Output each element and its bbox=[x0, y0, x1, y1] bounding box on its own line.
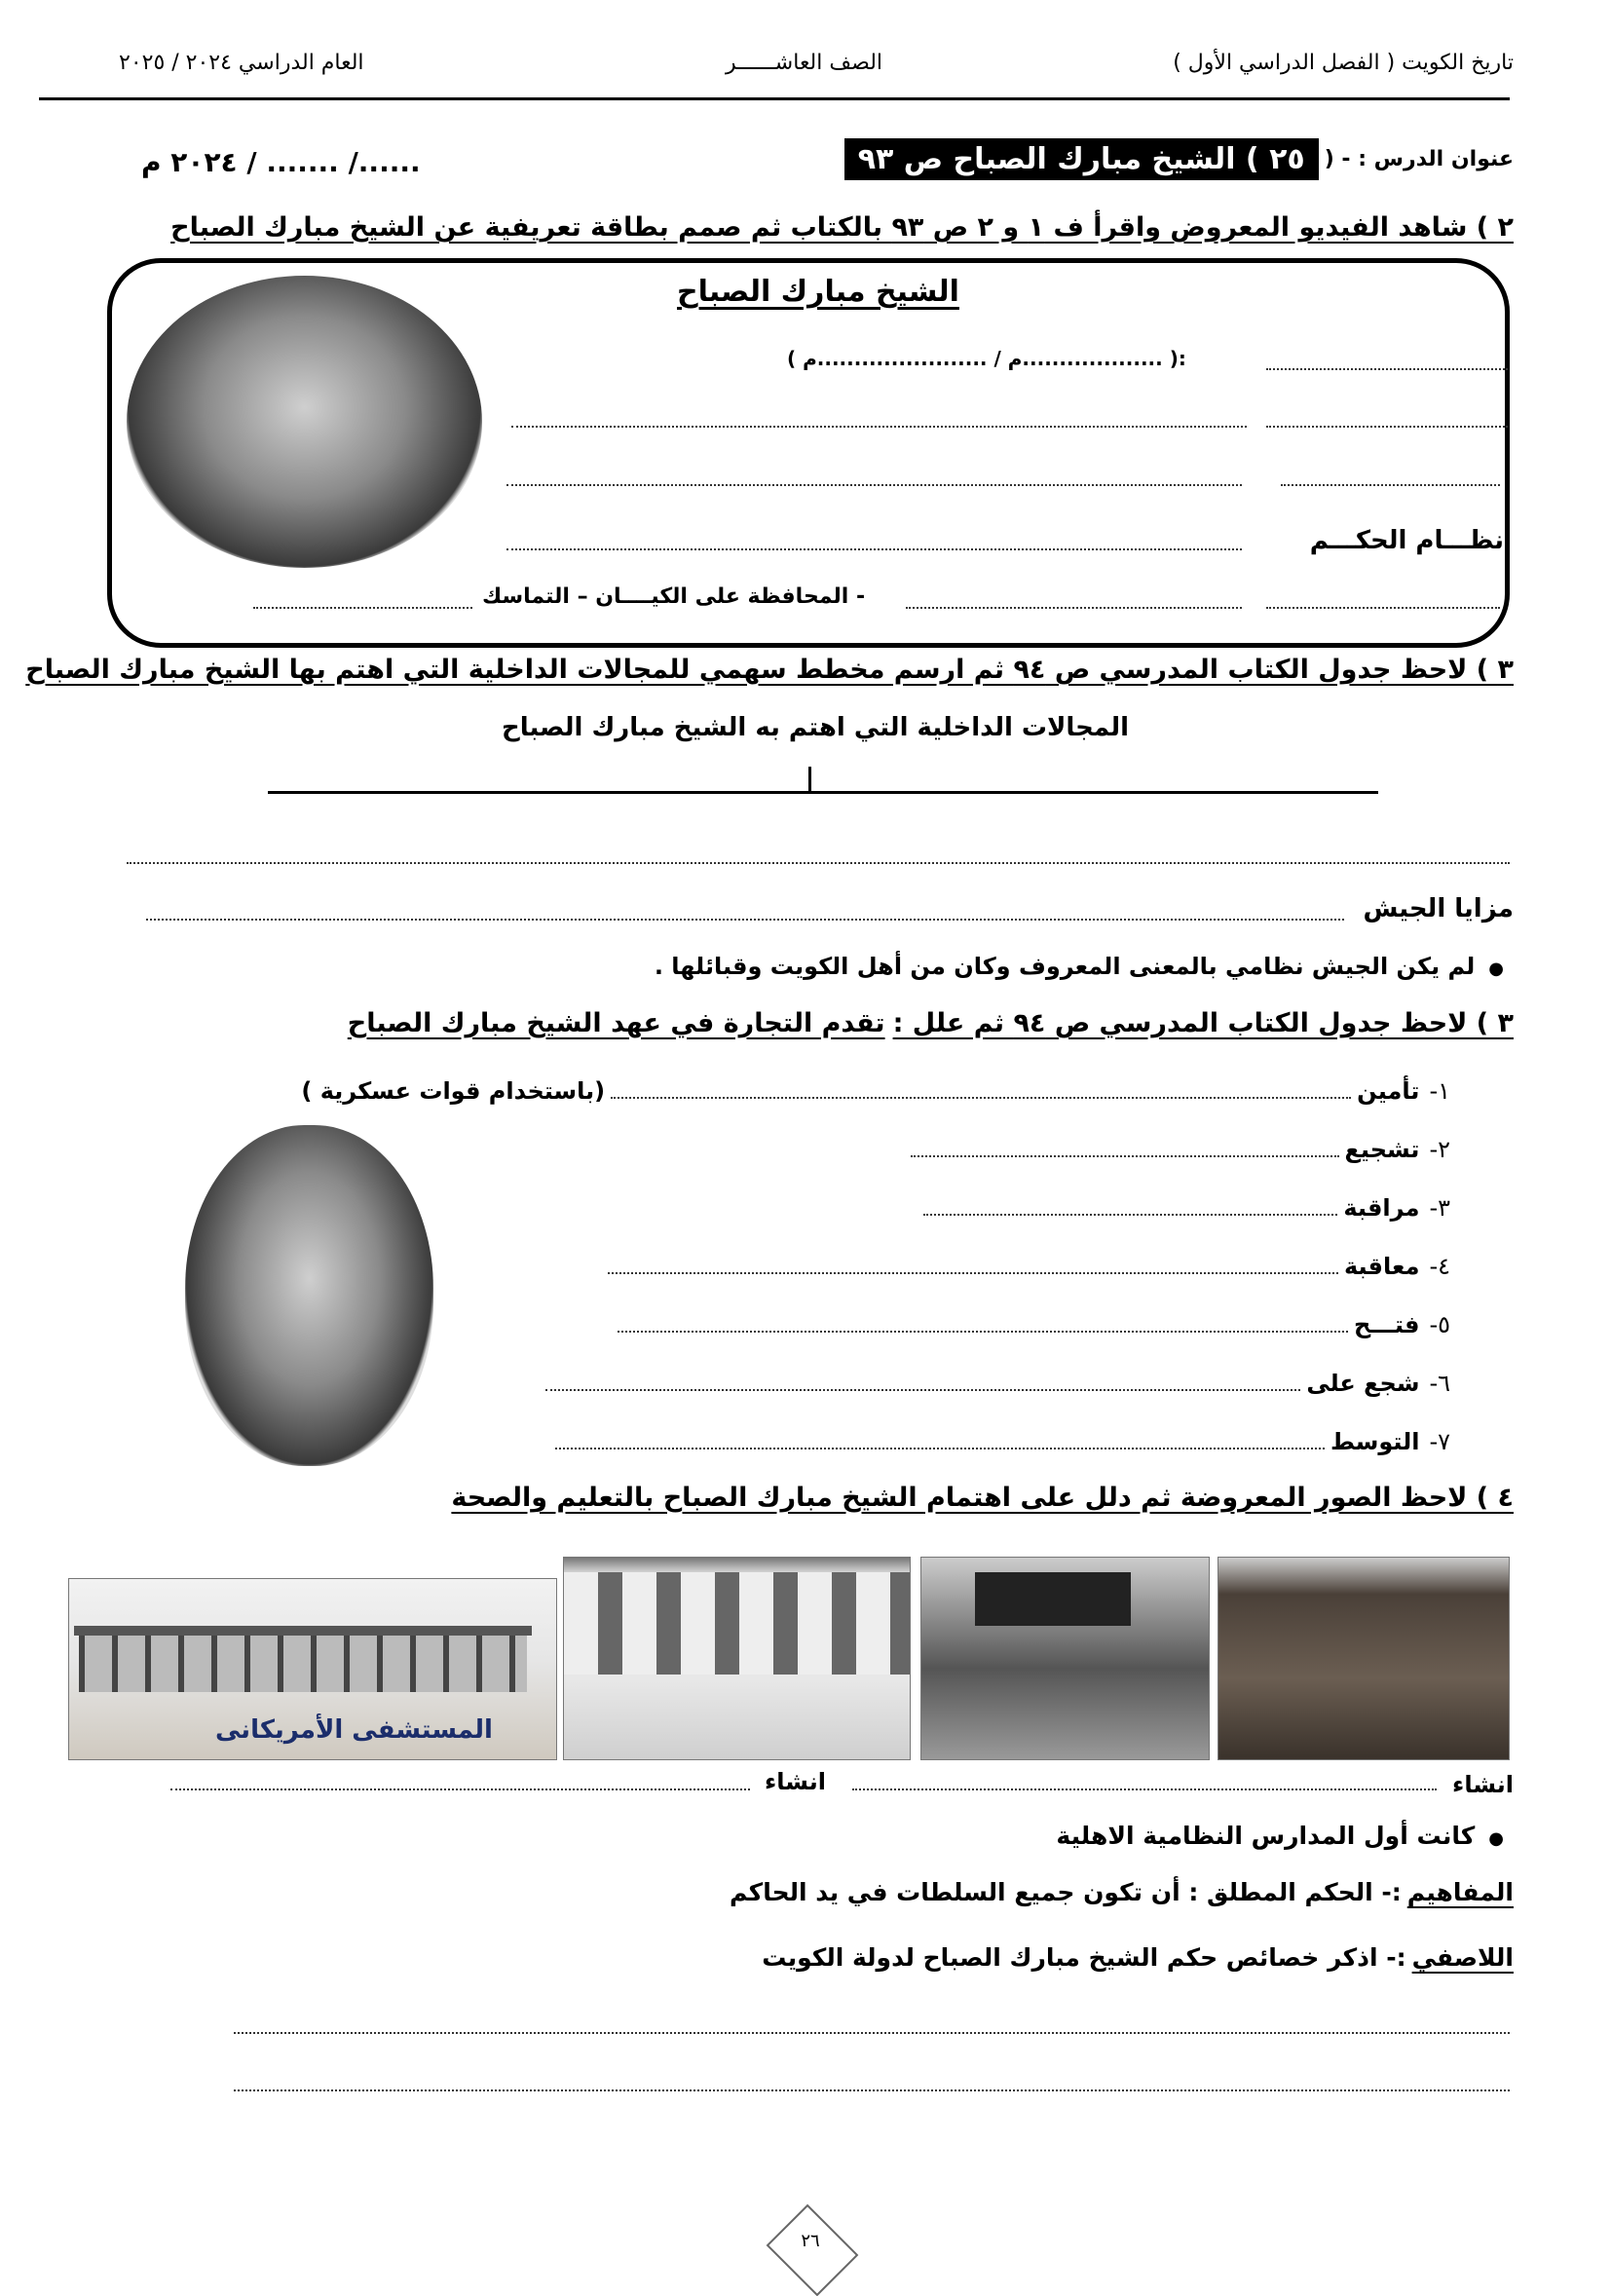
section3-instruction-a: ٣ ) لاحظ جدول الكتاب المدرسي ص ٩٤ ثم علل : bbox=[892, 1008, 1514, 1038]
portrait-photo-2 bbox=[185, 1125, 433, 1466]
school-sign bbox=[975, 1572, 1131, 1626]
trade-item-answer bbox=[608, 1272, 1338, 1274]
trade-item-num: ٣- bbox=[1429, 1194, 1450, 1222]
lesson-label: عنوان الدرس : - ( bbox=[1324, 147, 1514, 171]
trade-item-word: التوسط bbox=[1330, 1428, 1420, 1455]
extra-label: اللاصفي bbox=[1411, 1943, 1514, 1972]
army-answer-line bbox=[146, 919, 1344, 921]
trade-item-num: ١- bbox=[1429, 1077, 1450, 1105]
section3-instruction bbox=[348, 1008, 1514, 1038]
insha-answer-2 bbox=[170, 1788, 750, 1790]
trade-item-1 bbox=[301, 1077, 1450, 1105]
section2-instruction: ٣ ) لاحظ جدول الكتاب المدرسي ص ٩٤ ثم ارسم مخطط سهمي للمجالات الداخلية التي اهتم بها الشيخ مبارك الصباح bbox=[25, 655, 1514, 685]
concepts-row bbox=[730, 1878, 1514, 1906]
trade-item-word: معاقبة bbox=[1343, 1253, 1420, 1280]
card-row5-dots-b bbox=[253, 607, 472, 609]
card-row5-text: - المحافظة على الكيــــان – التماسك bbox=[482, 584, 866, 609]
hospital-photo bbox=[68, 1578, 557, 1760]
school-courtyard-photo bbox=[563, 1557, 911, 1760]
page-number: ٢٦ bbox=[801, 2231, 820, 2251]
trade-item-answer bbox=[611, 1097, 1351, 1099]
trade-item-num: ٧- bbox=[1429, 1428, 1450, 1455]
section4-instruction: ٤ ) لاحظ الصور المعروضة ثم دلل على اهتمام الشيخ مبارك الصباح بالتعليم والصحة bbox=[451, 1483, 1514, 1513]
card-row5-label bbox=[1266, 607, 1500, 609]
card-row3-label bbox=[1281, 484, 1500, 486]
trade-item-word: فتـــح bbox=[1354, 1311, 1420, 1338]
trade-item-5 bbox=[618, 1311, 1450, 1338]
diagram-branch-line bbox=[268, 791, 1378, 794]
trade-item-word: تشجيع bbox=[1344, 1136, 1420, 1163]
diagram-stem bbox=[808, 767, 811, 794]
extra-text: :- اذكر خصائص حكم الشيخ مبارك الصباح لدولة الكويت bbox=[762, 1943, 1406, 1972]
trade-item-word: مراقبة bbox=[1343, 1194, 1420, 1222]
diagram-answer-line bbox=[127, 862, 1510, 864]
lesson-title-bar bbox=[844, 138, 1514, 180]
card-row3-answer bbox=[506, 484, 1242, 486]
insha-answer-1 bbox=[852, 1788, 1437, 1790]
lesson-date: ....../ ....... / ٢٠٢٤ م bbox=[141, 146, 421, 178]
extra-answer-line-1 bbox=[234, 2032, 1510, 2034]
extra-answer-line-2 bbox=[234, 2089, 1510, 2091]
portrait-photo-1 bbox=[127, 276, 482, 568]
header-subject: تاريخ الكويت ( الفصل الدراسي الأول ) bbox=[1173, 51, 1514, 75]
trade-item-num: ٥- bbox=[1429, 1311, 1450, 1338]
lesson-title: ٢٥ ) الشيخ مبارك الصباح ص ٩٣ bbox=[844, 138, 1319, 180]
card-row1-answer bbox=[1266, 368, 1508, 370]
trade-item-word: شجع على bbox=[1306, 1370, 1420, 1397]
trade-item-num: ٢- bbox=[1429, 1136, 1450, 1163]
insha-label-1: انشاء bbox=[1452, 1771, 1514, 1798]
trade-item-tail: (باستخدام قوات عسكرية ) bbox=[301, 1077, 606, 1105]
header-grade: الصف العاشــــــر bbox=[726, 51, 883, 75]
header-divider bbox=[39, 97, 1510, 100]
insha-label-2: انشاء bbox=[765, 1768, 826, 1795]
concepts-text: :- الحكم المطلق : أن تكون جميع السلطات في يد الحاكم bbox=[730, 1878, 1402, 1906]
hospital-roof bbox=[74, 1626, 532, 1636]
trade-item-answer bbox=[911, 1155, 1339, 1157]
trade-item-answer bbox=[545, 1389, 1300, 1391]
school-opening-photo bbox=[920, 1557, 1210, 1760]
card-row1-dates: :( ...................م / .......................م ) bbox=[787, 347, 1186, 370]
extra-row bbox=[762, 1943, 1514, 1972]
diagram-title: المجالات الداخلية التي اهتم به الشيخ مبارك الصباح bbox=[502, 713, 1130, 742]
trade-item-7 bbox=[555, 1428, 1450, 1455]
army-label: مزايا الجيش bbox=[1363, 894, 1514, 923]
section1-instruction: ٢ ) شاهد الفيديو المعروض واقرأ ف ١ و ٢ ص ٩٣ بالكتاب ثم صمم بطاقة تعريفية عن الشيخ مبارك الصباح bbox=[170, 212, 1514, 243]
trade-item-num: ٦- bbox=[1429, 1370, 1450, 1397]
trade-item-answer bbox=[923, 1214, 1337, 1216]
card-row5-dots-a bbox=[906, 607, 1242, 609]
school-door-photo bbox=[1218, 1557, 1510, 1760]
header-year: العام الدراسي ٢٠٢٤ / ٢٠٢٥ bbox=[119, 51, 364, 75]
section3-instruction-b: تقدم التجارة في عهد الشيخ مبارك الصباح bbox=[347, 1008, 885, 1038]
trade-item-3 bbox=[923, 1194, 1450, 1222]
card-row4-answer bbox=[506, 548, 1242, 550]
concepts-label: المفاهيم bbox=[1406, 1878, 1514, 1906]
hospital-columns bbox=[79, 1636, 527, 1692]
trade-item-num: ٤- bbox=[1429, 1253, 1450, 1280]
army-bullet: ● لم يكن الجيش نظامي بالمعنى المعروف وكان من أهل الكويت وقبائلها . bbox=[655, 953, 1504, 980]
card-row4-label: نظـــام الحكـــم bbox=[1309, 526, 1504, 555]
courtyard-arches bbox=[564, 1572, 910, 1675]
trade-item-word: تأمين bbox=[1357, 1077, 1420, 1105]
trade-item-6 bbox=[545, 1370, 1450, 1397]
card-row2-label bbox=[1266, 426, 1508, 428]
trade-item-2 bbox=[911, 1136, 1450, 1163]
school-bullet: ● كانت أول المدارس النظامية الاهلية bbox=[1056, 1822, 1504, 1850]
card-row2-answer bbox=[511, 426, 1247, 428]
card-title: الشيخ مبارك الصباح bbox=[677, 275, 959, 309]
trade-item-answer bbox=[555, 1448, 1325, 1449]
trade-item-answer bbox=[618, 1331, 1348, 1333]
hospital-caption: المستشفى الأمريكانى bbox=[215, 1715, 493, 1745]
trade-item-4 bbox=[608, 1253, 1450, 1280]
